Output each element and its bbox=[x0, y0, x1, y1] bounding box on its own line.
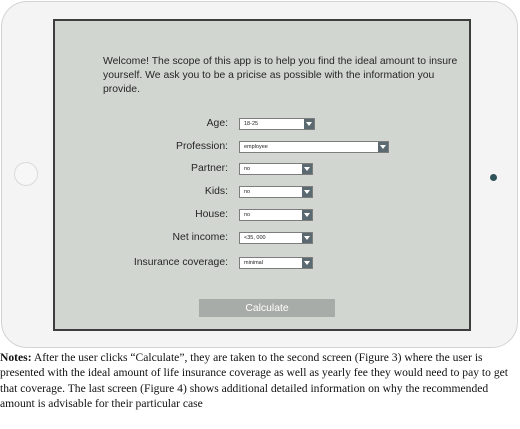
partner-value: no bbox=[244, 166, 251, 172]
house-select[interactable] bbox=[239, 209, 313, 221]
insurance-coverage-label: Insurance coverage: bbox=[133, 257, 228, 268]
home-button[interactable] bbox=[14, 162, 38, 186]
camera-icon bbox=[490, 174, 497, 181]
age-label: Age: bbox=[206, 118, 228, 129]
chevron-down-icon[interactable] bbox=[378, 142, 388, 152]
notes-body: After the user clicks “Calculate”, they are taken to the second screen (Figure 3) where the user is presented with the ideal amount of life insurance coverage as well as yearly fee they would need to pay to get that coverage. The last screen (Figure 4) shows additional detailed information on why the recommended amount is advisable for their particular case bbox=[0, 351, 509, 410]
welcome-message: Welcome! The scope of this app is to help you find the ideal amount to insure yourself. We ask you to be a pricise as possible with the information you provide. bbox=[103, 56, 458, 95]
kids-select[interactable] bbox=[239, 186, 313, 198]
insurance-coverage-value: minimal bbox=[244, 260, 263, 266]
calculate-button[interactable]: Calculate bbox=[199, 299, 335, 317]
net-income-label: Net income: bbox=[172, 232, 228, 243]
partner-select[interactable] bbox=[239, 163, 313, 175]
chevron-down-icon[interactable] bbox=[302, 233, 312, 243]
age-value: 18-25 bbox=[244, 121, 259, 127]
notes-heading: Notes: bbox=[0, 351, 32, 364]
house-value: no bbox=[244, 212, 251, 218]
chevron-down-icon[interactable] bbox=[302, 210, 312, 220]
profession-select[interactable] bbox=[239, 141, 389, 153]
chevron-down-icon[interactable] bbox=[304, 119, 314, 129]
profession-label: Profession: bbox=[176, 141, 228, 152]
tablet-frame bbox=[1, 1, 518, 348]
net-income-select[interactable] bbox=[239, 232, 313, 244]
kids-label: Kids: bbox=[204, 186, 228, 197]
figure-notes bbox=[0, 350, 518, 411]
age-select[interactable] bbox=[239, 118, 315, 130]
chevron-down-icon[interactable] bbox=[302, 187, 312, 197]
kids-value: no bbox=[244, 189, 251, 195]
net-income-value: <35, 000 bbox=[244, 235, 266, 241]
profession-value: employee bbox=[244, 144, 268, 150]
chevron-down-icon[interactable] bbox=[302, 164, 312, 174]
house-label: House: bbox=[195, 209, 228, 220]
insurance-coverage-select[interactable] bbox=[239, 257, 313, 269]
app-screen bbox=[53, 19, 471, 331]
chevron-down-icon[interactable] bbox=[302, 258, 312, 268]
partner-label: Partner: bbox=[191, 163, 228, 174]
